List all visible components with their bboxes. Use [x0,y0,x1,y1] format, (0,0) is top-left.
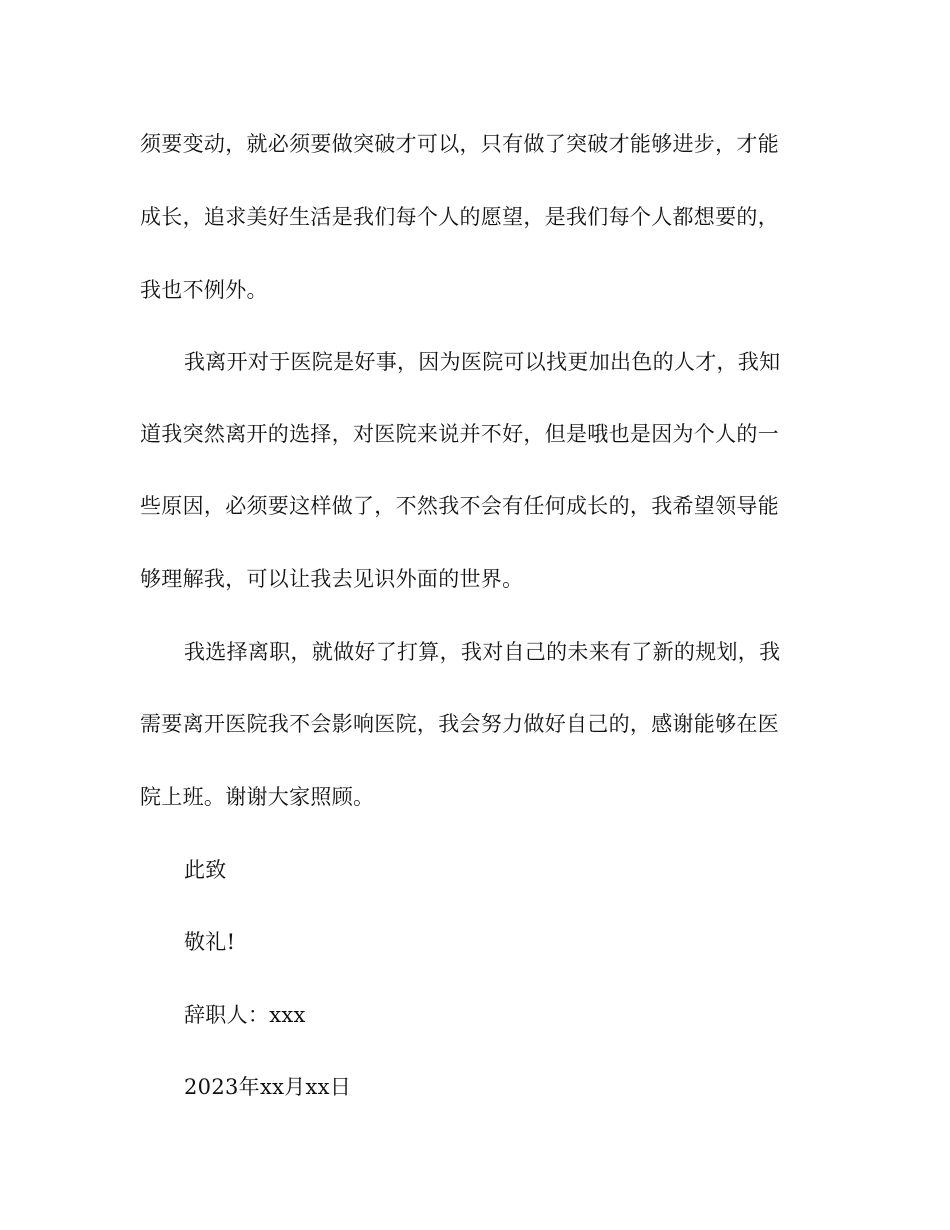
closing-salutation-1: 此致 [184,858,227,882]
paragraph-1-line-1: 须要变动，就必须要做突破才可以，只有做了突破才能够进步，才能 [140,132,779,156]
paragraph-1-line-3: 我也不例外。 [140,278,268,302]
paragraph-2-line-4: 够理解我，可以让我去见识外面的世界。 [140,567,524,591]
closing-salutation-2: 敬礼! [184,930,236,954]
paragraph-2-line-2: 道我突然离开的选择，对医院来说并不好，但是哦也是因为个人的一 [140,422,779,446]
closing-signer: 辞职人：xxx [184,1003,306,1027]
closing-date: 2023年xx月xx日 [184,1075,352,1099]
paragraph-3-line-1: 我选择离职，就做好了打算，我对自己的未来有了新的规划，我 [184,640,781,664]
paragraph-2-line-1: 我离开对于医院是好事，因为医院可以找更加出色的人才，我知 [184,350,781,374]
paragraph-1-line-2: 成长，追求美好生活是我们每个人的愿望，是我们每个人都想要的， [140,205,779,229]
paragraph-2-line-3: 些原因，必须要这样做了，不然我不会有任何成长的，我希望领导能 [140,494,779,518]
paragraph-3-line-2: 需要离开医院我不会影响医院，我会努力做好自己的，感谢能够在医 [140,712,779,736]
paragraph-3-line-3: 院上班。谢谢大家照顾。 [140,785,375,809]
